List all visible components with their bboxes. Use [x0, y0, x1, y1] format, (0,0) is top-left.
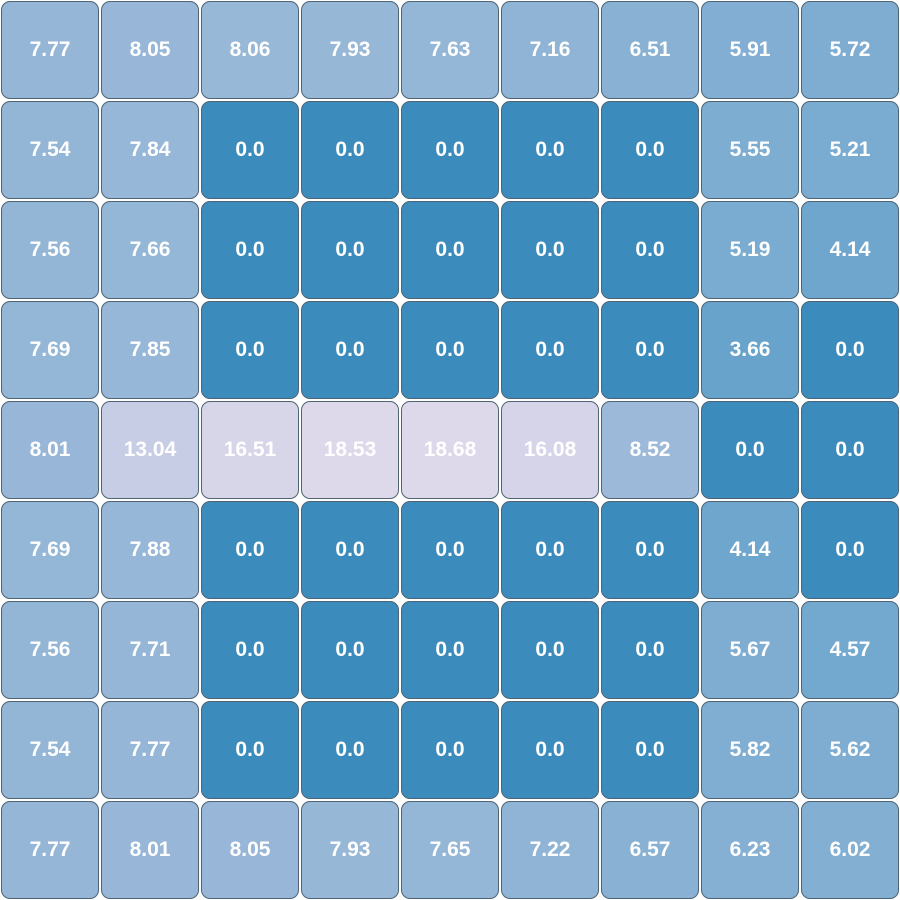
heatmap-cell: 0.0: [501, 601, 599, 699]
heatmap-cell: 0.0: [401, 301, 499, 399]
heatmap-cell: 7.84: [101, 101, 199, 199]
heatmap-cell: 4.57: [801, 601, 899, 699]
heatmap-cell: 7.93: [301, 1, 399, 99]
heatmap-cell: 3.66: [701, 301, 799, 399]
heatmap-cell: 0.0: [601, 501, 699, 599]
heatmap-cell: 18.68: [401, 401, 499, 499]
heatmap-cell: 0.0: [201, 601, 299, 699]
heatmap-cell: 0.0: [301, 201, 399, 299]
heatmap-cell: 7.22: [501, 801, 599, 899]
heatmap-cell: 5.21: [801, 101, 899, 199]
heatmap-cell: 4.14: [701, 501, 799, 599]
heatmap-cell: 0.0: [201, 201, 299, 299]
heatmap-cell: 18.53: [301, 401, 399, 499]
heatmap-cell: 0.0: [501, 701, 599, 799]
heatmap-cell: 5.82: [701, 701, 799, 799]
heatmap-cell: 0.0: [501, 301, 599, 399]
heatmap-cell: 7.65: [401, 801, 499, 899]
heatmap-cell: 0.0: [401, 101, 499, 199]
heatmap-cell: 0.0: [701, 401, 799, 499]
heatmap-cell: 4.14: [801, 201, 899, 299]
heatmap-cell: 0.0: [301, 301, 399, 399]
heatmap-cell: 7.88: [101, 501, 199, 599]
heatmap-cell: 7.93: [301, 801, 399, 899]
heatmap-cell: 13.04: [101, 401, 199, 499]
heatmap-cell: 7.66: [101, 201, 199, 299]
heatmap-cell: 0.0: [301, 501, 399, 599]
heatmap-cell: 7.54: [1, 101, 99, 199]
heatmap-cell: 7.54: [1, 701, 99, 799]
heatmap-cell: 8.01: [1, 401, 99, 499]
heatmap-cell: 6.02: [801, 801, 899, 899]
heatmap-cell: 7.69: [1, 501, 99, 599]
heatmap-cell: 0.0: [601, 201, 699, 299]
heatmap-cell: 7.77: [101, 701, 199, 799]
heatmap-cell: 7.63: [401, 1, 499, 99]
heatmap-cell: 5.72: [801, 1, 899, 99]
heatmap-cell: 0.0: [601, 701, 699, 799]
heatmap-cell: 7.56: [1, 601, 99, 699]
heatmap-cell: 5.55: [701, 101, 799, 199]
heatmap-cell: 0.0: [201, 301, 299, 399]
heatmap-cell: 7.77: [1, 801, 99, 899]
heatmap-cell: 0.0: [201, 701, 299, 799]
heatmap-cell: 7.71: [101, 601, 199, 699]
heatmap-cell: 8.01: [101, 801, 199, 899]
heatmap-cell: 0.0: [801, 501, 899, 599]
heatmap-cell: 5.67: [701, 601, 799, 699]
heatmap-cell: 0.0: [601, 301, 699, 399]
heatmap-cell: 8.06: [201, 1, 299, 99]
heatmap-cell: 0.0: [401, 601, 499, 699]
heatmap-cell: 8.05: [201, 801, 299, 899]
heatmap-cell: 8.05: [101, 1, 199, 99]
heatmap-cell: 0.0: [801, 401, 899, 499]
heatmap-cell: 16.51: [201, 401, 299, 499]
heatmap-cell: 0.0: [201, 501, 299, 599]
heatmap-cell: 0.0: [801, 301, 899, 399]
heatmap-cell: 5.62: [801, 701, 899, 799]
heatmap-cell: 16.08: [501, 401, 599, 499]
heatmap-cell: 0.0: [301, 101, 399, 199]
heatmap-cell: 8.52: [601, 401, 699, 499]
heatmap-cell: 6.23: [701, 801, 799, 899]
heatmap-cell: 0.0: [501, 101, 599, 199]
heatmap-cell: 7.16: [501, 1, 599, 99]
heatmap-cell: 7.85: [101, 301, 199, 399]
heatmap-cell: 0.0: [201, 101, 299, 199]
heatmap-cell: 6.51: [601, 1, 699, 99]
heatmap-cell: 0.0: [401, 701, 499, 799]
heatmap-cell: 0.0: [501, 201, 599, 299]
heatmap-cell: 6.57: [601, 801, 699, 899]
heatmap-cell: 0.0: [401, 201, 499, 299]
heatmap-cell: 0.0: [601, 601, 699, 699]
heatmap-cell: 7.69: [1, 301, 99, 399]
heatmap-cell: 0.0: [501, 501, 599, 599]
heatmap-cell: 0.0: [401, 501, 499, 599]
heatmap-cell: 0.0: [301, 701, 399, 799]
heatmap-cell: 7.77: [1, 1, 99, 99]
heatmap-cell: 5.19: [701, 201, 799, 299]
heatmap-cell: 0.0: [601, 101, 699, 199]
heatmap-cell: 0.0: [301, 601, 399, 699]
heatmap-cell: 7.56: [1, 201, 99, 299]
heatmap-cell: 5.91: [701, 1, 799, 99]
